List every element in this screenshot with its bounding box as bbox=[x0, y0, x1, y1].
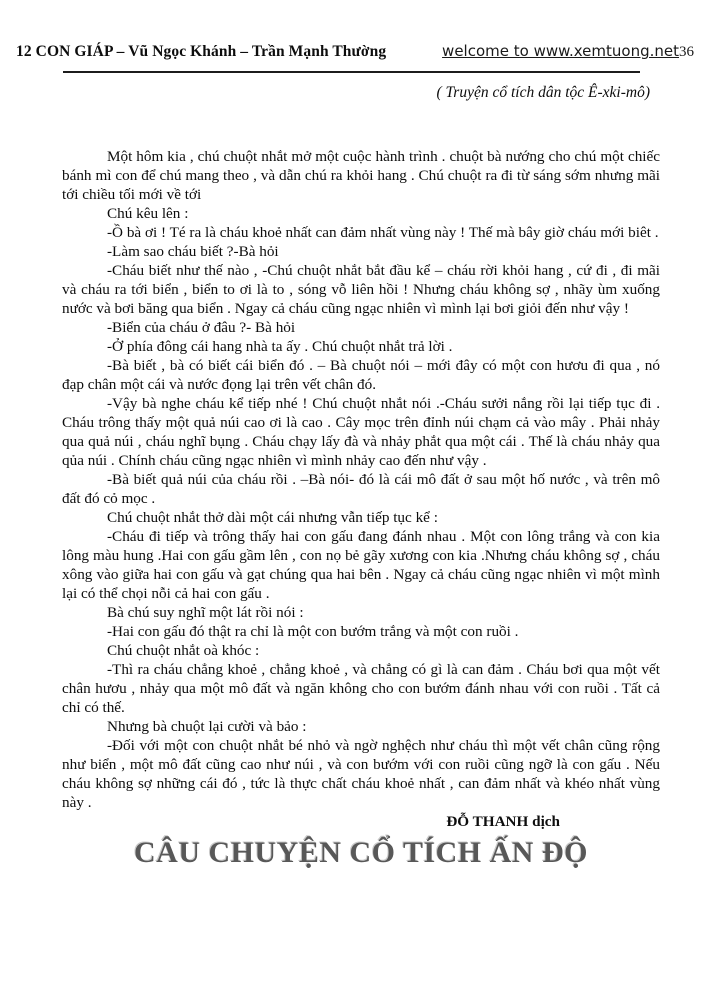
book-title: 12 CON GIÁP – Vũ Ngọc Khánh – Trần Mạnh Thường bbox=[16, 43, 387, 60]
story-paragraph: -Vậy bà nghe cháu kể tiếp nhé ! Chú chuột nhắt nói .-Cháu sưởi nắng rồi lại tiếp tục đi . Cháu trông thấy một quả núi cao ơi là cao . Cây mọc trên đỉnh núi chạm cả vào mây . Phải nhảy qua quả núi , cháu nghĩ bụng . Cháu chạy lấy đà và nhảy phắt qua một cái . Thế là cháu nhảy qua qủa núi . Chính cháu cũng ngạc nhiên vì mình nhảy cao đến như vậy . bbox=[62, 395, 660, 469]
story-paragraph: -Hai con gấu đó thật ra chỉ là một con bướm trắng và một con ruồi . bbox=[107, 623, 519, 640]
story-paragraph: Bà chú suy nghĩ một lát rồi nói : bbox=[107, 604, 304, 621]
story-paragraph: Chú kêu lên : bbox=[107, 205, 189, 222]
story-paragraph: -Biển của cháu ở đâu ?- Bà hỏi bbox=[107, 319, 296, 336]
story-subtitle: ( Truyện cổ tích dân tộc Ê-xki-mô) bbox=[436, 84, 650, 101]
story-paragraph: -Cháu đi tiếp và trông thấy hai con gấu đang đánh nhau . Một con lông trắng và con kia lông màu hung .Hai con gấu gầm lên , con nọ bẻ gãy xương con kia .Nhưng cháu không sợ , cháu xông vào giữa hai con gấu và gạt chúng qua hai bên . Ngay cả cháu cũng ngạc nhiên vì một mình lại có thể chọi nỗi cả hai con gấu . bbox=[62, 528, 660, 602]
story-paragraph: -Bà biết quả núi của cháu rồi . –Bà nói- đó là cái mô đất ở sau một hố nước , và trên mô đất đó cỏ mọc . bbox=[62, 471, 660, 507]
story-body bbox=[62, 147, 660, 869]
next-story-title: CÂU CHUYỆN CỔ TÍCH ẤN ĐỘ bbox=[134, 836, 588, 869]
header-divider bbox=[63, 71, 640, 73]
story-paragraph: -Làm sao cháu biết ?-Bà hỏi bbox=[107, 243, 279, 260]
story-paragraph: Một hôm kia , chú chuột nhắt mở một cuộc hành trình . chuột bà nướng cho chú một chiếc bánh mì con để chú mang theo , và dẫn chú ra khỏi hang . Chú chuột ra đi từ sáng sớm nhưng mãi tới chiều tối mới về tới bbox=[62, 148, 660, 203]
page-header bbox=[16, 42, 694, 61]
story-paragraph: Chú chuột nhắt oà khóc : bbox=[107, 642, 260, 659]
story-paragraph: -Thì ra cháu chẳng khoẻ , chẳng khoẻ , và chẳng có gì là can đảm . Cháu bơi qua một vết chân hươu , nhảy qua một mô đất và ngăn không cho con bướm đánh nhau với con ruồi . Tất cả chỉ có thế. bbox=[62, 661, 660, 716]
story-paragraph: -Bà biết , bà có biết cái biển đó . – Bà chuột nói – mới đây có một con hươu đi qua , nó đạp chân một cái và nước đọng lại trên vết chân đó. bbox=[62, 357, 660, 393]
translator-credit: ĐỖ THANH dịch bbox=[446, 813, 560, 830]
site-link[interactable]: welcome to www.xemtuong.net bbox=[442, 42, 679, 60]
story-paragraph: Chú chuột nhắt thở dài một cái nhưng vẫn tiếp tục kể : bbox=[107, 509, 438, 526]
story-paragraph: -Ồ bà ơi ! Té ra là cháu khoẻ nhất can đảm nhất vùng này ! Thế mà bây giờ cháu mới biêt . bbox=[107, 224, 659, 241]
header-right bbox=[442, 42, 694, 61]
story-paragraph: Nhưng bà chuột lại cười và bảo : bbox=[107, 718, 307, 735]
page-number: 36 bbox=[679, 44, 694, 60]
story-paragraph: -Đối với một con chuột nhắt bé nhỏ và ngờ nghệch như cháu thì một vết chân cũng rộng như biển , một mô đất cũng cao như núi , và con bướm với con ruồi cũng ngỡ là con gấu . Nếu cháu không sợ những cái đó , tức là thực chất cháu khoẻ nhất , can đảm nhất và khéo nhất vùng này . bbox=[62, 737, 660, 811]
story-paragraph: -Ở phía đông cái hang nhà ta ấy . Chú chuột nhắt trả lời . bbox=[107, 338, 453, 355]
story-paragraph: -Cháu biết như thế nào , -Chú chuột nhắt bắt đầu kể – cháu rời khỏi hang , cứ đi , đi mãi và cháu ra tới biển , biển to ơi là to , sóng vỗ liên hồi ! Nhưng cháu không sợ , nhãy ùm xuống nước và bơi băng qua biển . Ngay cả cháu cũng ngạc nhiên vì mình lại bơi giỏi đến như vậy ! bbox=[62, 262, 660, 317]
